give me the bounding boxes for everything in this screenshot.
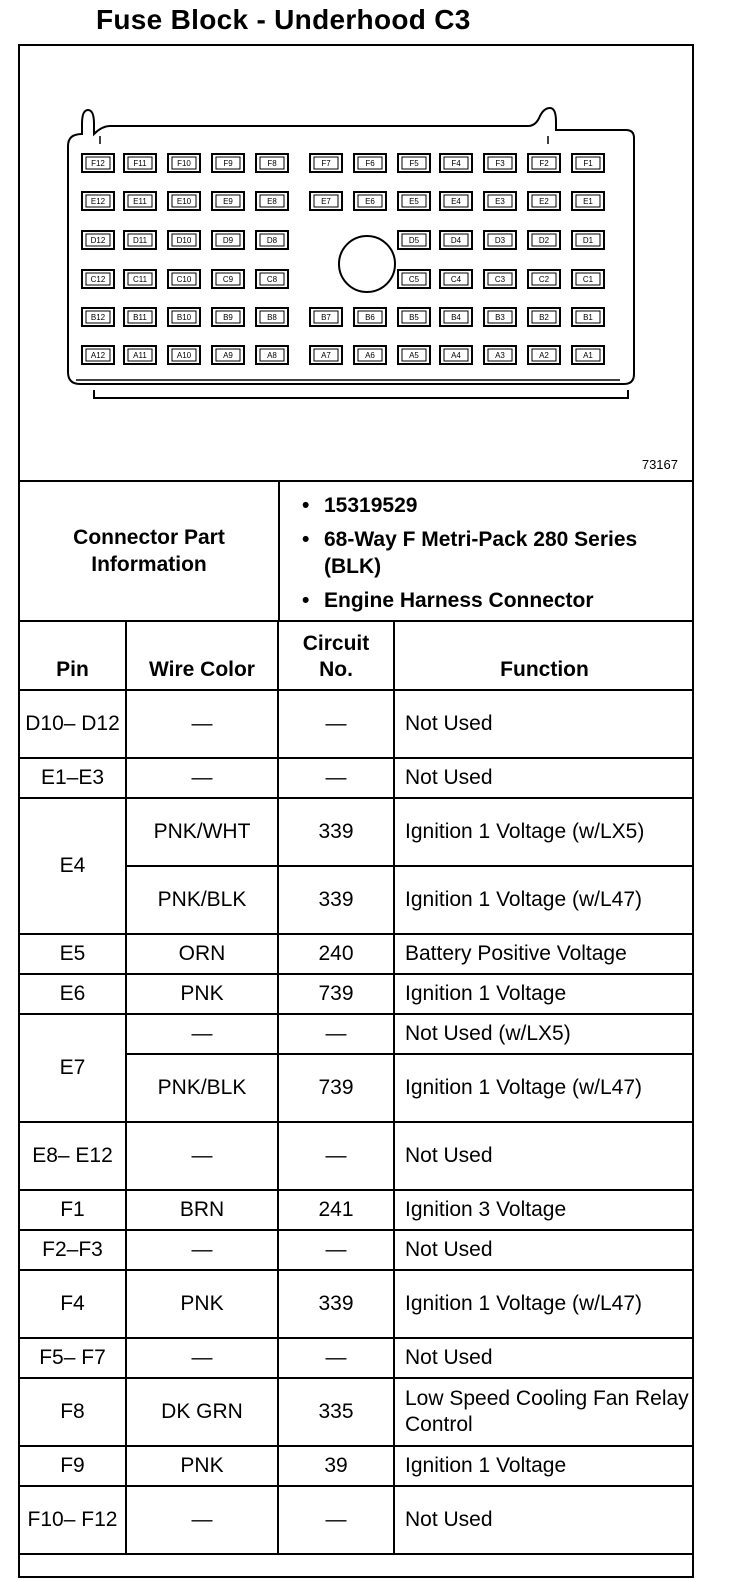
table-row [20, 1230, 694, 1270]
pin-cell: E1–E3 [20, 758, 126, 798]
table-row [20, 1446, 694, 1486]
circuit-cell: — [278, 1230, 394, 1270]
cavity-label: F5 [409, 159, 419, 168]
figure-number: 73167 [641, 457, 678, 472]
cavity-a6 [354, 346, 386, 364]
cavity-f8 [256, 154, 288, 172]
cavity-label: E1 [583, 197, 593, 206]
part-number: • 15319529 [324, 492, 692, 519]
cavity-label: F12 [91, 159, 105, 168]
cavity-f4 [440, 154, 472, 172]
cavity-e11 [124, 192, 156, 210]
cavity-label: D1 [582, 236, 594, 245]
function-cell: Ignition 1 Voltage (w/L47) [394, 866, 694, 934]
cavity-label: E10 [176, 197, 192, 206]
cavity-b6 [354, 308, 386, 326]
header-function: Function [394, 622, 694, 690]
wire-color-cell: PNK/BLK [126, 1054, 278, 1122]
cavity-a9 [212, 346, 244, 364]
table-row [20, 1014, 694, 1054]
cavity-b5 [398, 308, 430, 326]
table-row [20, 798, 694, 866]
cavity-e10 [168, 192, 200, 210]
cavity-label: B4 [451, 313, 461, 322]
connector-info-details [280, 482, 692, 620]
cavity-c10 [168, 270, 200, 288]
circuit-cell: — [278, 1122, 394, 1190]
cavity-label: F7 [321, 159, 331, 168]
cavity-label: F8 [267, 159, 277, 168]
pin-cell: F5– F7 [20, 1338, 126, 1378]
cavity-label: E8 [267, 197, 277, 206]
circuit-cell: 241 [278, 1190, 394, 1230]
cavity-e2 [528, 192, 560, 210]
cavity-label: B1 [583, 313, 593, 322]
pin-cell: E4 [20, 798, 126, 934]
cavity-grid [82, 154, 604, 364]
table-row [20, 1122, 694, 1190]
cavity-label: E11 [133, 197, 147, 206]
cavity-e7 [310, 192, 342, 210]
connector-sheet [18, 44, 694, 1578]
connector-diagram [20, 46, 692, 482]
cavity-d8 [256, 231, 288, 249]
cavity-e9 [212, 192, 244, 210]
cavity-b8 [256, 308, 288, 326]
cavity-label: B8 [267, 313, 277, 322]
pin-cell: F8 [20, 1378, 126, 1446]
cavity-e8 [256, 192, 288, 210]
page-title: Fuse Block - Underhood C3 [96, 4, 471, 35]
cavity-d1 [572, 231, 604, 249]
cavity-label: A9 [223, 351, 233, 360]
cavity-e4 [440, 192, 472, 210]
cavity-label: F1 [583, 159, 593, 168]
table-row [20, 1190, 694, 1230]
connector-part-info [20, 482, 692, 622]
circuit-cell: 39 [278, 1446, 394, 1486]
wire-color-cell: BRN [126, 1190, 278, 1230]
cavity-c9 [212, 270, 244, 288]
function-cell: Ignition 1 Voltage [394, 1446, 694, 1486]
cavity-c4 [440, 270, 472, 288]
cavity-label: C3 [494, 275, 506, 284]
cavity-label: F2 [539, 159, 549, 168]
cavity-label: C4 [450, 275, 462, 284]
cavity-a4 [440, 346, 472, 364]
cavity-label: A5 [409, 351, 419, 360]
cavity-label: F10 [177, 159, 191, 168]
cavity-d4 [440, 231, 472, 249]
pin-cell: F10– F12 [20, 1486, 126, 1554]
cavity-f7 [310, 154, 342, 172]
function-cell: Not Used [394, 1486, 694, 1554]
pin-cell: D10– D12 [20, 690, 126, 758]
cavity-label: D10 [176, 236, 192, 245]
cavity-label: F9 [223, 159, 233, 168]
cavity-label: A1 [583, 351, 593, 360]
cavity-f1 [572, 154, 604, 172]
cavity-label: B10 [176, 313, 192, 322]
cavity-label: A2 [539, 351, 549, 360]
wire-color-cell: — [126, 1338, 278, 1378]
cavity-c8 [256, 270, 288, 288]
function-cell: Ignition 1 Voltage (w/LX5) [394, 798, 694, 866]
wire-color-cell: PNK [126, 1270, 278, 1338]
cavity-label: B7 [321, 313, 331, 322]
connector-type: • 68-Way F Metri-Pack 280 Series (BLK) [324, 526, 692, 580]
pin-cell: E5 [20, 934, 126, 974]
cavity-label: E3 [495, 197, 505, 206]
cavity-c11 [124, 270, 156, 288]
cavity-b11 [124, 308, 156, 326]
connector-face-drawing [20, 46, 692, 480]
cavity-label: A7 [321, 351, 331, 360]
cavity-label: B5 [409, 313, 419, 322]
function-cell: Ignition 3 Voltage [394, 1190, 694, 1230]
cavity-e12 [82, 192, 114, 210]
pin-cell: F1 [20, 1190, 126, 1230]
cavity-c1 [572, 270, 604, 288]
table-row [20, 1486, 694, 1554]
cavity-label: C12 [90, 275, 106, 284]
wire-color-cell: — [126, 758, 278, 798]
harness-name: • Engine Harness Connector [324, 587, 692, 614]
cavity-label: E2 [539, 197, 549, 206]
cavity-label: B2 [539, 313, 549, 322]
circuit-cell: 335 [278, 1378, 394, 1446]
wire-color-cell: — [126, 1486, 278, 1554]
cavity-b1 [572, 308, 604, 326]
cavity-e5 [398, 192, 430, 210]
cavity-label: E9 [223, 197, 233, 206]
cavity-label: D2 [538, 236, 550, 245]
cavity-label: C1 [582, 275, 594, 284]
wire-color-cell: ORN [126, 934, 278, 974]
function-cell: Ignition 1 Voltage (w/L47) [394, 1054, 694, 1122]
cavity-a3 [484, 346, 516, 364]
cavity-b4 [440, 308, 472, 326]
cavity-a5 [398, 346, 430, 364]
cavity-label: D3 [494, 236, 506, 245]
cavity-a12 [82, 346, 114, 364]
wire-color-cell: DK GRN [126, 1378, 278, 1446]
cavity-label: D5 [408, 236, 420, 245]
cavity-label: B12 [90, 313, 106, 322]
wire-color-cell: — [126, 1122, 278, 1190]
function-cell: Not Used (w/LX5) [394, 1014, 694, 1054]
cavity-label: B11 [133, 313, 147, 322]
cavity-c2 [528, 270, 560, 288]
header-wire-color: Wire Color [126, 622, 278, 690]
cavity-f2 [528, 154, 560, 172]
cavity-label: F4 [451, 159, 461, 168]
cavity-f6 [354, 154, 386, 172]
cavity-label: B6 [365, 313, 375, 322]
cavity-label: C2 [538, 275, 550, 284]
cavity-label: E4 [451, 197, 461, 206]
table-row [20, 1270, 694, 1338]
cavity-d2 [528, 231, 560, 249]
connector-info-header: Connector Part Information [20, 482, 280, 620]
cavity-label: E6 [365, 197, 375, 206]
circuit-cell: 339 [278, 798, 394, 866]
circuit-cell: — [278, 1486, 394, 1554]
cavity-e3 [484, 192, 516, 210]
circuit-cell: — [278, 758, 394, 798]
wire-color-cell: PNK/BLK [126, 866, 278, 934]
header-pin: Pin [20, 622, 126, 690]
cavity-f3 [484, 154, 516, 172]
function-cell: Not Used [394, 1230, 694, 1270]
wire-color-cell: PNK [126, 974, 278, 1014]
wire-color-cell: — [126, 1230, 278, 1270]
cavity-label: C9 [222, 275, 234, 284]
cavity-b12 [82, 308, 114, 326]
cavity-label: D11 [132, 236, 148, 245]
cavity-e1 [572, 192, 604, 210]
cavity-label: B9 [223, 313, 233, 322]
pin-cell: F4 [20, 1270, 126, 1338]
cavity-b10 [168, 308, 200, 326]
circuit-cell: 240 [278, 934, 394, 974]
cavity-a7 [310, 346, 342, 364]
cavity-b7 [310, 308, 342, 326]
circuit-cell: 339 [278, 1270, 394, 1338]
cavity-label: D9 [222, 236, 234, 245]
cavity-d5 [398, 231, 430, 249]
pin-cell: E6 [20, 974, 126, 1014]
cavity-f5 [398, 154, 430, 172]
function-cell: Not Used [394, 1122, 694, 1190]
cavity-c5 [398, 270, 430, 288]
circuit-cell: 739 [278, 974, 394, 1014]
function-cell: Ignition 1 Voltage [394, 974, 694, 1014]
wire-color-cell: — [126, 690, 278, 758]
cavity-label: A12 [90, 351, 106, 360]
cavity-label: E5 [409, 197, 419, 206]
pin-cell: F2–F3 [20, 1230, 126, 1270]
cavity-label: D4 [450, 236, 462, 245]
cavity-d3 [484, 231, 516, 249]
cavity-label: E7 [321, 197, 331, 206]
cavity-f11 [124, 154, 156, 172]
wire-color-cell: — [126, 1014, 278, 1054]
cavity-b2 [528, 308, 560, 326]
function-cell: Battery Positive Voltage [394, 934, 694, 974]
circuit-cell: — [278, 1338, 394, 1378]
cavity-label: F6 [365, 159, 375, 168]
cavity-a2 [528, 346, 560, 364]
cavity-label: E12 [90, 197, 106, 206]
cavity-label: C10 [176, 275, 192, 284]
cavity-b9 [212, 308, 244, 326]
circuit-cell: — [278, 690, 394, 758]
table-row [20, 758, 694, 798]
cavity-label: A3 [495, 351, 505, 360]
cavity-label: B3 [495, 313, 505, 322]
cavity-a11 [124, 346, 156, 364]
cavity-label: D8 [266, 236, 278, 245]
table-row [20, 690, 694, 758]
cavity-label: C5 [408, 275, 420, 284]
cavity-label: C8 [266, 275, 278, 284]
pin-cell: E8– E12 [20, 1122, 126, 1190]
function-cell: Not Used [394, 758, 694, 798]
header-circuit-no: Circuit No. [278, 622, 394, 690]
cavity-label: A4 [451, 351, 461, 360]
cavity-c3 [484, 270, 516, 288]
circuit-cell: — [278, 1014, 394, 1054]
cavity-d11 [124, 231, 156, 249]
cavity-b3 [484, 308, 516, 326]
cavity-f9 [212, 154, 244, 172]
table-row [20, 934, 694, 974]
table-header-row [20, 622, 694, 690]
cavity-label: A8 [267, 351, 277, 360]
connector-center-hole [339, 236, 395, 292]
pinout-table [20, 622, 694, 1555]
wire-color-cell: PNK/WHT [126, 798, 278, 866]
cavity-a1 [572, 346, 604, 364]
cavity-f12 [82, 154, 114, 172]
cavity-a10 [168, 346, 200, 364]
table-row [20, 974, 694, 1014]
pin-cell: F9 [20, 1446, 126, 1486]
cavity-label: A11 [133, 351, 147, 360]
table-row [20, 1378, 694, 1446]
cavity-f10 [168, 154, 200, 172]
wire-color-cell: PNK [126, 1446, 278, 1486]
cavity-a8 [256, 346, 288, 364]
cavity-d10 [168, 231, 200, 249]
function-cell: Ignition 1 Voltage (w/L47) [394, 1270, 694, 1338]
cavity-label: A10 [176, 351, 192, 360]
circuit-cell: 339 [278, 866, 394, 934]
cavity-label: D12 [90, 236, 106, 245]
connector-base-bracket [94, 390, 628, 398]
cavity-c12 [82, 270, 114, 288]
circuit-cell: 739 [278, 1054, 394, 1122]
table-row [20, 1338, 694, 1378]
function-cell: Not Used [394, 1338, 694, 1378]
cavity-label: F3 [495, 159, 505, 168]
cavity-d9 [212, 231, 244, 249]
pin-cell: E7 [20, 1014, 126, 1122]
cavity-e6 [354, 192, 386, 210]
cavity-label: F11 [133, 159, 147, 168]
function-cell: Low Speed Cooling Fan Relay Control [394, 1378, 694, 1446]
cavity-d12 [82, 231, 114, 249]
cavity-label: A6 [365, 351, 375, 360]
function-cell: Not Used [394, 690, 694, 758]
cavity-label: C11 [132, 275, 148, 284]
